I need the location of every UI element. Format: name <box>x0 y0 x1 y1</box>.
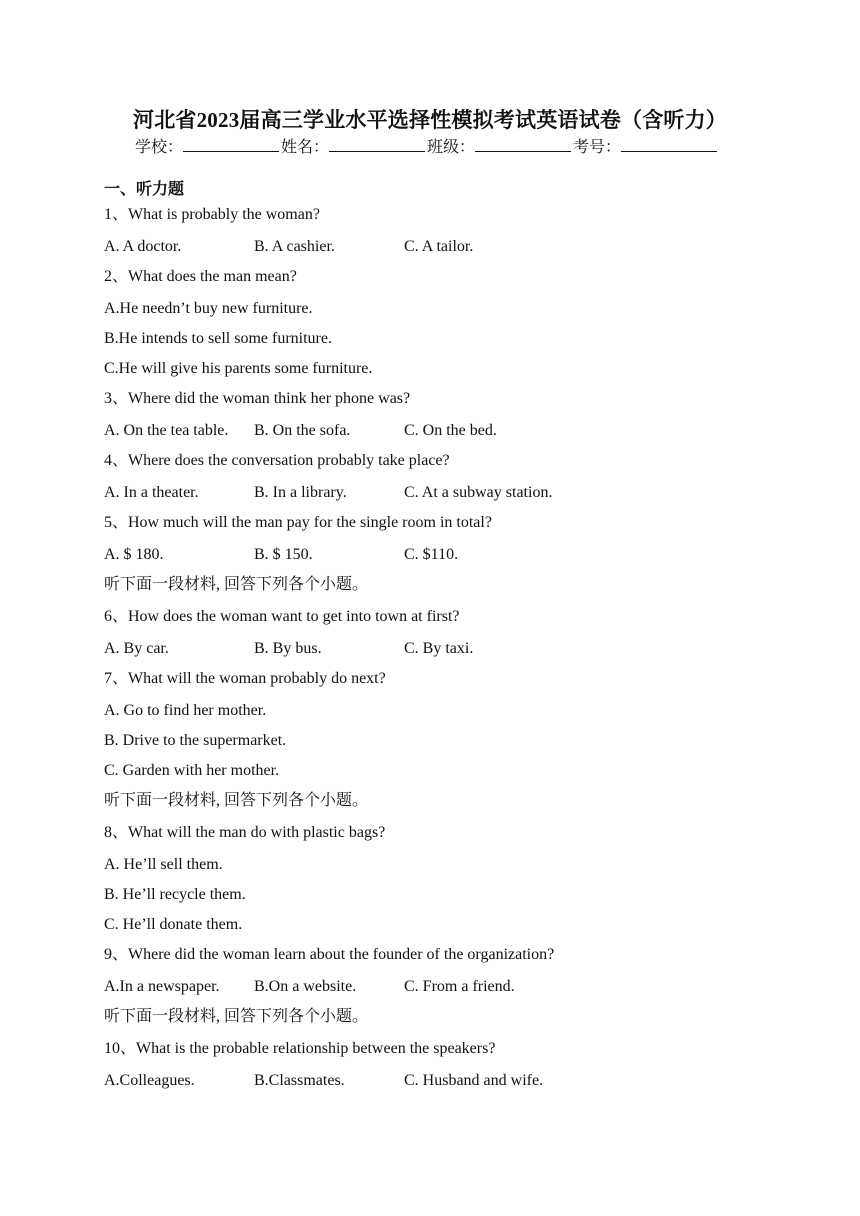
option-c: C. A tailor. <box>404 238 474 255</box>
question-3: 3、Where did the woman think her phone was? <box>104 390 411 407</box>
question-2: 2、What does the man mean? <box>104 268 297 285</box>
name-blank[interactable] <box>329 137 425 152</box>
options-row <box>104 478 804 508</box>
option-b: B. On the sofa. <box>254 422 351 439</box>
options-row <box>104 1066 804 1096</box>
school-blank[interactable] <box>183 137 279 152</box>
option-c: C. $110. <box>404 546 459 563</box>
option-c: C. He’ll donate them. <box>104 916 243 933</box>
option-b: B. $ 150. <box>254 546 313 563</box>
option-c: C.He will give his parents some furniture. <box>104 360 373 377</box>
number-label: 考号： <box>573 139 622 156</box>
option-a: A. A doctor. <box>104 238 182 255</box>
option-b: B. In a library. <box>254 484 347 501</box>
option-a: A.Colleagues. <box>104 1072 195 1089</box>
option-a: A. He’ll sell them. <box>104 856 223 873</box>
question-list <box>104 200 804 1096</box>
class-blank[interactable] <box>475 137 571 152</box>
listening-instruction: 听下面一段材料, 回答下列各个小题。 <box>104 792 369 809</box>
option-a: A.In a newspaper. <box>104 978 220 995</box>
exam-title: 河北省2023届高三学业水平选择性模拟考试英语试卷（含听力） <box>133 108 727 132</box>
option-b: B.On a website. <box>254 978 357 995</box>
option-c: C. From a friend. <box>404 978 515 995</box>
question-1: 1、What is probably the woman? <box>104 206 320 223</box>
option-b: B. Drive to the supermarket. <box>104 732 287 749</box>
option-b: B. By bus. <box>254 640 322 657</box>
option-c: C. Husband and wife. <box>404 1072 544 1089</box>
option-c: C. Garden with her mother. <box>104 762 280 779</box>
question-8: 8、What will the man do with plastic bags? <box>104 824 386 841</box>
option-c: C. At a subway station. <box>404 484 553 501</box>
question-9: 9、Where did the woman learn about the founder of the organization? <box>104 946 555 963</box>
option-b: B.Classmates. <box>254 1072 345 1089</box>
option-a: A. By car. <box>104 640 169 657</box>
listening-instruction: 听下面一段材料, 回答下列各个小题。 <box>104 576 369 593</box>
section-heading: 一、听力题 <box>104 181 185 198</box>
option-a: A. On the tea table. <box>104 422 229 439</box>
option-a: A.He needn’t buy new furniture. <box>104 300 313 317</box>
question-4: 4、Where does the conversation probably take place? <box>104 452 450 469</box>
option-a: A. In a theater. <box>104 484 199 501</box>
class-label: 班级： <box>427 139 476 156</box>
option-b: B. A cashier. <box>254 238 335 255</box>
listening-instruction: 听下面一段材料, 回答下列各个小题。 <box>104 1008 369 1025</box>
question-10: 10、What is the probable relationship between the speakers? <box>104 1040 496 1057</box>
options-row <box>104 540 804 570</box>
option-a: A. $ 180. <box>104 546 164 563</box>
option-b: B.He intends to sell some furniture. <box>104 330 332 347</box>
name-label: 姓名： <box>281 139 330 156</box>
number-blank[interactable] <box>621 137 717 152</box>
option-c: C. On the bed. <box>404 422 497 439</box>
option-a: A. Go to find her mother. <box>104 702 267 719</box>
question-5: 5、How much will the man pay for the single room in total? <box>104 514 492 531</box>
options-row <box>104 232 804 262</box>
school-label: 学校： <box>135 139 184 156</box>
options-row <box>104 634 804 664</box>
question-6: 6、How does the woman want to get into town at first? <box>104 608 460 625</box>
question-7: 7、What will the woman probably do next? <box>104 670 386 687</box>
options-row <box>104 416 804 446</box>
options-row <box>104 972 804 1002</box>
option-c: C. By taxi. <box>404 640 474 657</box>
option-b: B. He’ll recycle them. <box>104 886 246 903</box>
student-info-line <box>135 134 719 157</box>
